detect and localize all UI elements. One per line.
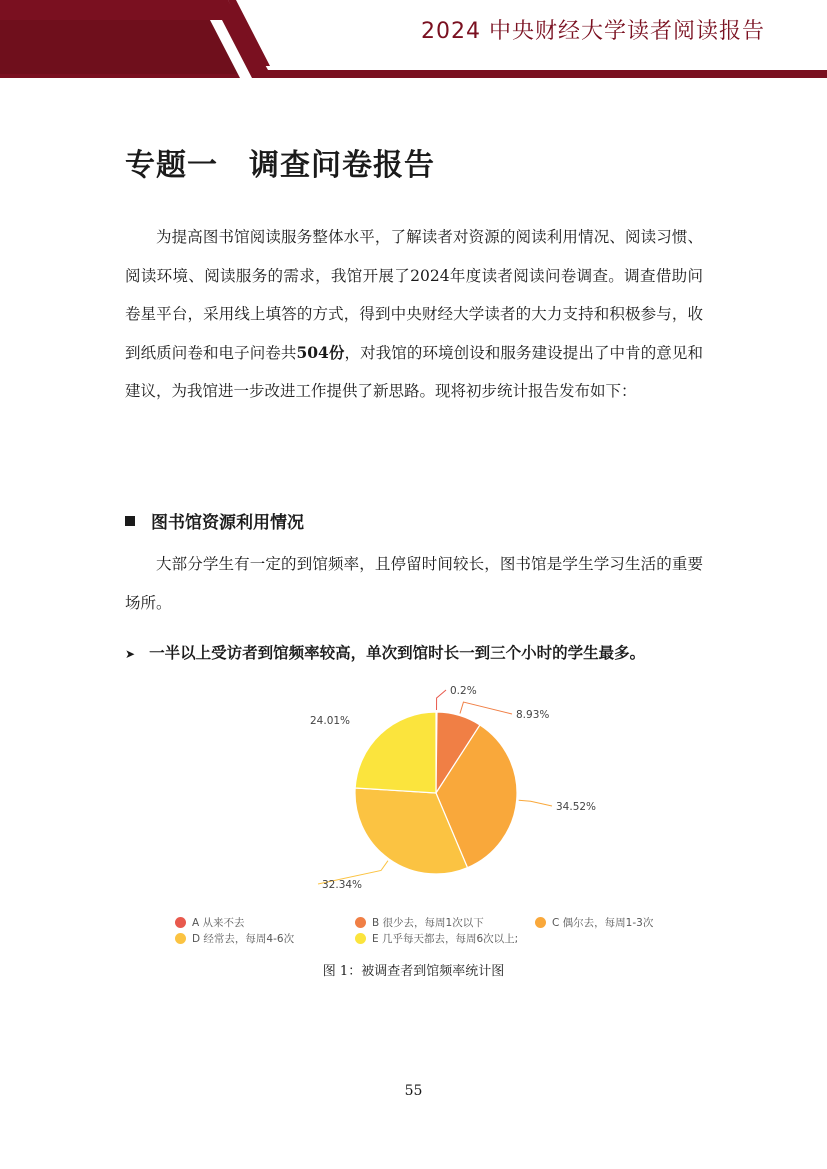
finding-bullet <box>125 641 645 663</box>
pie-chart <box>290 672 630 902</box>
legend-item <box>175 915 245 930</box>
leader-line <box>519 800 552 806</box>
legend-label: E 几乎每天都去，每周6次以上; <box>372 933 519 945</box>
page-header <box>0 0 827 80</box>
data-label: 24.01% <box>310 715 351 727</box>
legend-item <box>175 931 294 946</box>
legend-label: A 从来不去 <box>192 917 245 929</box>
page-number: 55 <box>404 1083 423 1099</box>
leader-line <box>460 702 512 714</box>
figure-caption: 图 1：被调查者到馆频率统计图 <box>322 964 505 979</box>
section-title: 专题一 调查问卷报告 <box>125 148 435 183</box>
legend-label: B 很少去，每周1次以下 <box>372 917 484 929</box>
legend-color-icon <box>355 917 366 928</box>
arrow-bullet-icon: ➤ <box>125 647 136 661</box>
data-label: 0.2% <box>450 685 477 697</box>
data-label: 34.52% <box>556 801 597 813</box>
data-label: 8.93% <box>516 709 550 721</box>
intro-text-2: ，对我馆的环境创设和服务建设提出了中肯的意见和建议，为我馆进一步改进工作提供了新思路。现将初步统计报告发布如下： <box>125 343 703 400</box>
subsection-paragraph: 大部分学生有一定的到馆频率，且停留时间较长，图书馆是学生学习生活的重要场所。 <box>125 555 703 612</box>
finding-text: 一半以上受访者到馆频率较高，单次到馆时长一到三个小时的学生最多。 <box>149 644 646 662</box>
subsection-title: 图书馆资源利用情况 <box>151 513 304 533</box>
legend-color-icon <box>355 933 366 944</box>
legend-color-icon <box>535 917 546 928</box>
leader-line <box>437 690 446 710</box>
legend-label: C 偶尔去，每周1-3次 <box>552 917 654 929</box>
legend-label: D 经常去，每周4-6次 <box>192 933 295 945</box>
legend-item <box>355 915 484 930</box>
intro-count: 504份 <box>296 342 345 362</box>
legend-item <box>535 915 653 930</box>
square-bullet-icon <box>125 516 135 526</box>
legend-color-icon <box>175 917 186 928</box>
pie-slice <box>355 712 436 793</box>
intro-text-1: 为提高图书馆阅读服务整体水平，了解读者对资源的阅读利用情况、阅读习惯、阅读环境、阅读服务的需求，我馆开展了2024年度读者阅读问卷调查。调查借助问卷星平台，采用线上填答的方式，得到中央财经大学读者的大力支持和积极参与，收到纸质问卷和电子问卷共 <box>125 228 703 362</box>
header-title: 2024 中央财经大学读者阅读报告 <box>421 19 765 44</box>
intro-paragraph <box>125 218 703 411</box>
legend-item <box>355 931 518 946</box>
data-label: 32.34% <box>322 879 363 891</box>
subsection-heading <box>125 508 304 533</box>
legend-color-icon <box>175 933 186 944</box>
